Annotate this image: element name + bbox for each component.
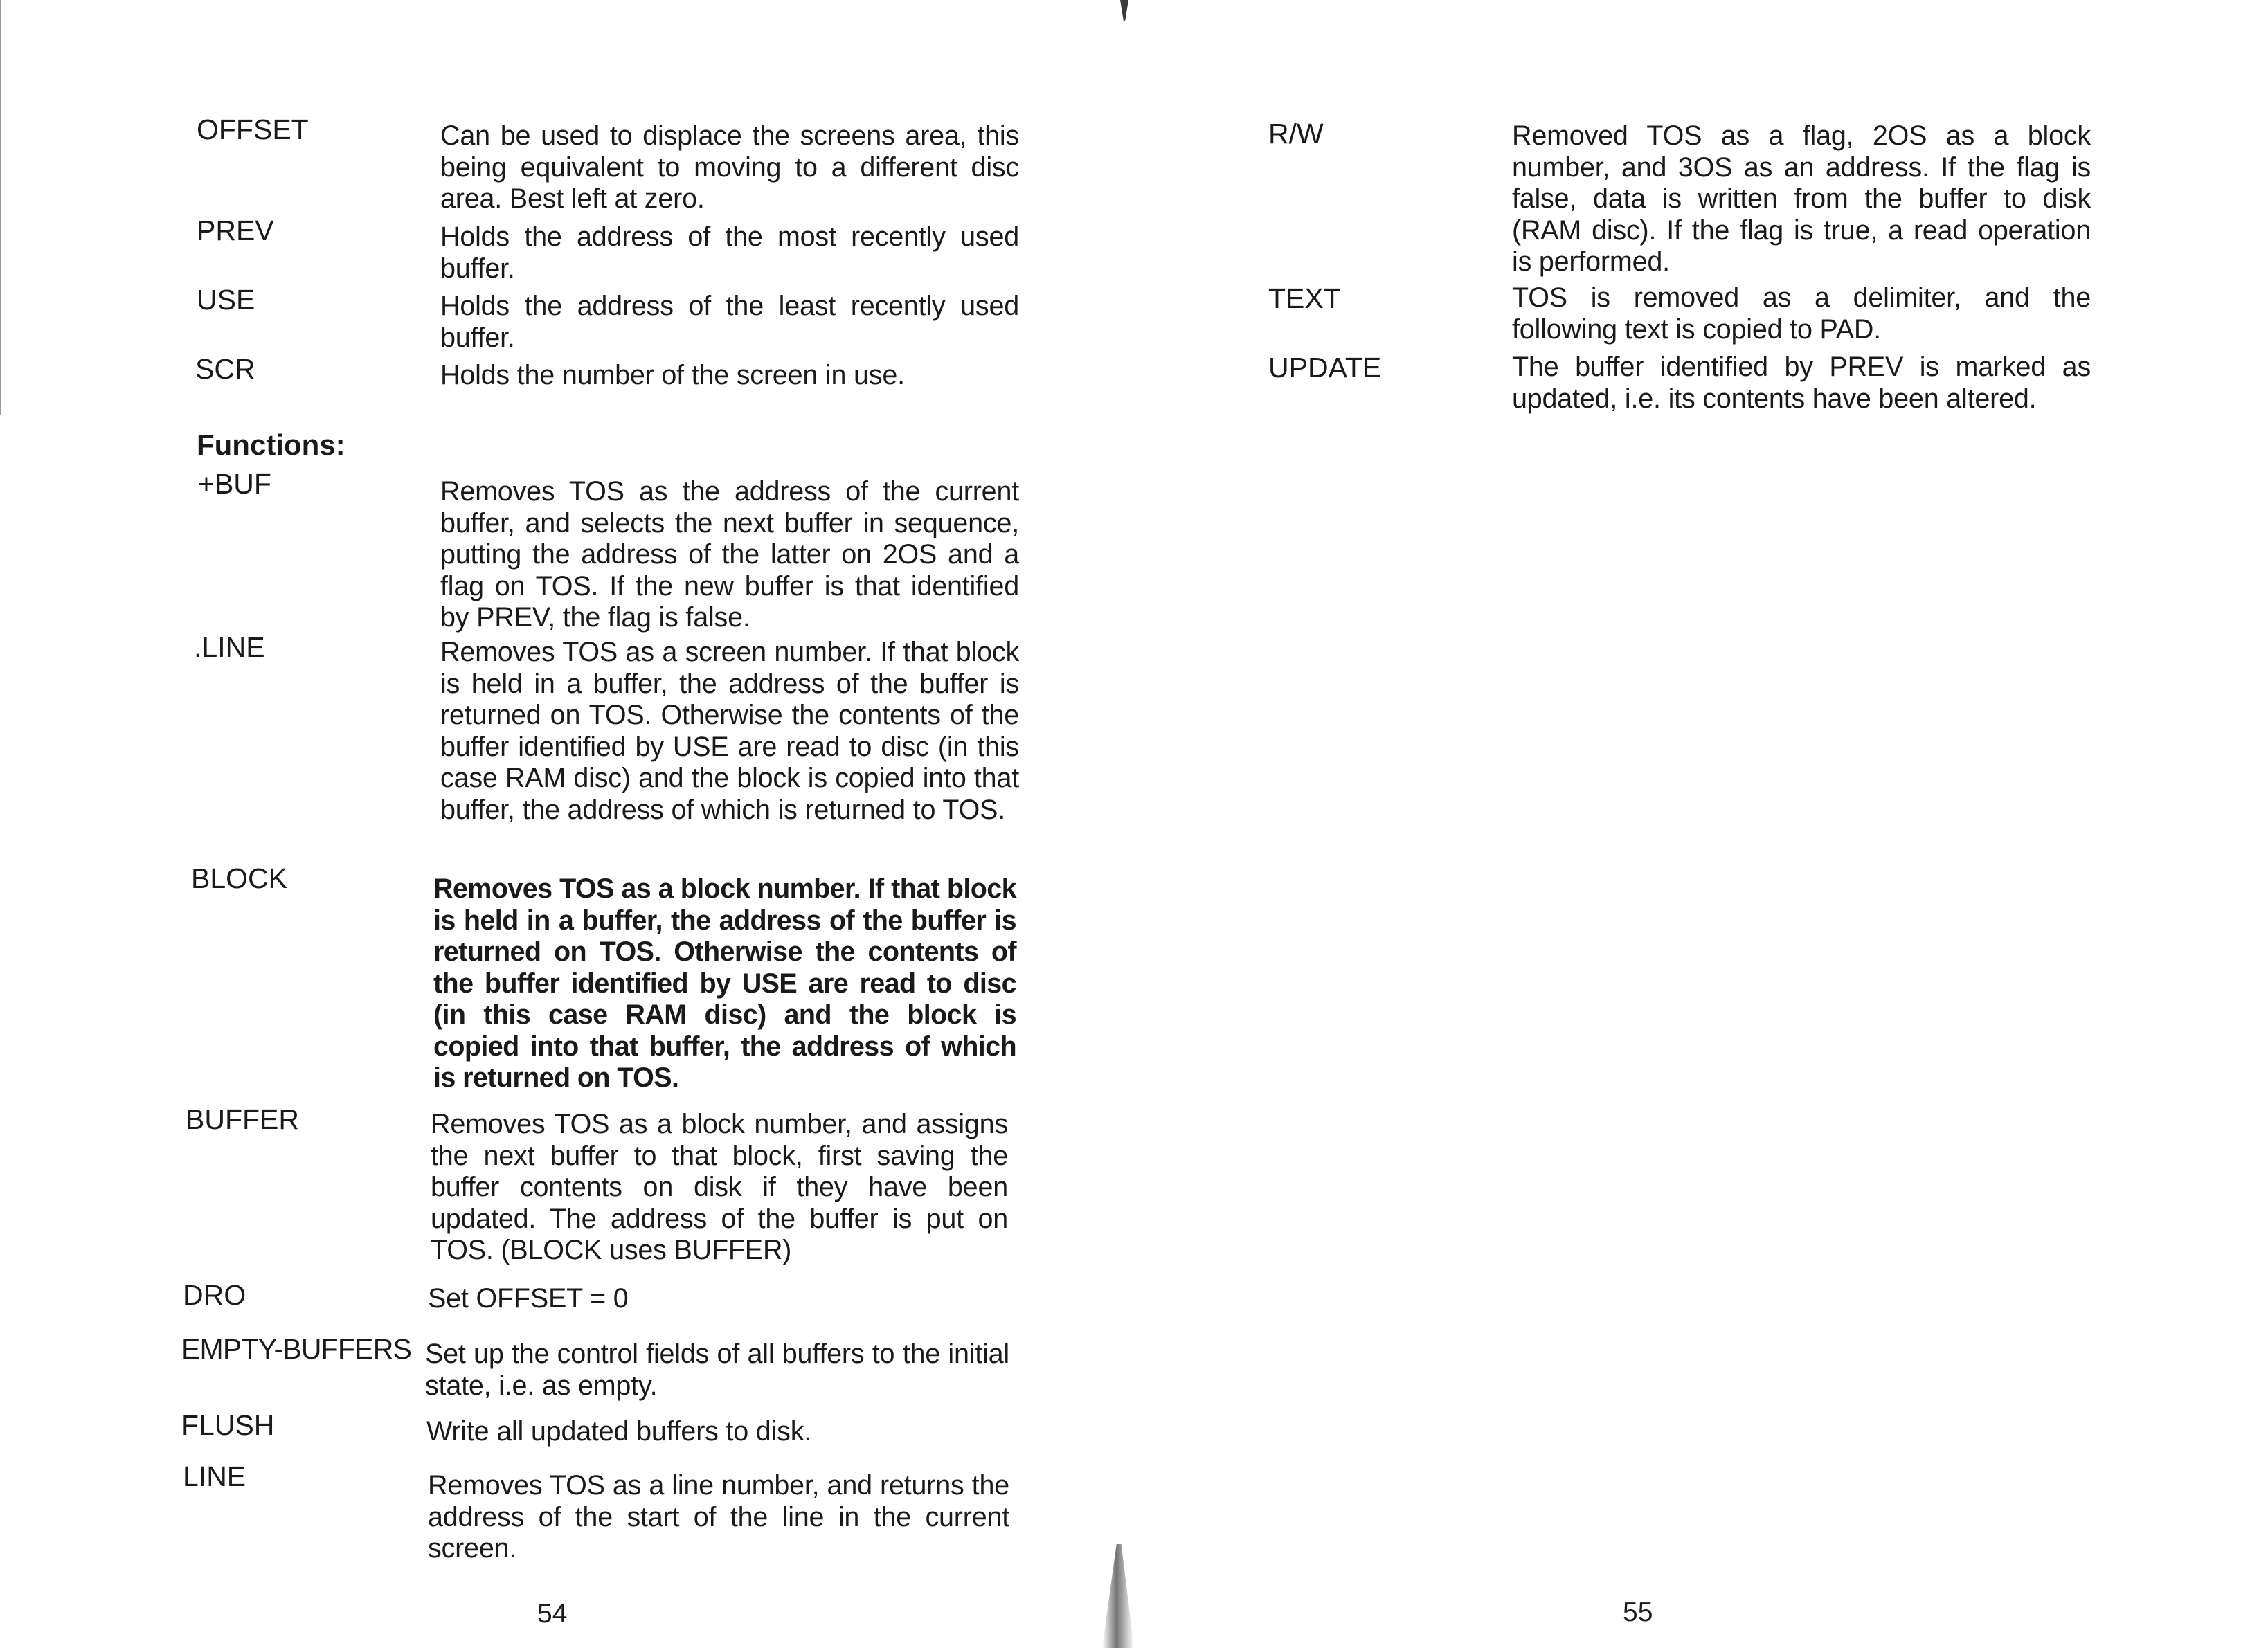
term-offset: OFFSET	[197, 114, 309, 145]
term-plus-buf: +BUF	[198, 468, 271, 500]
term-dot-line: .LINE	[194, 631, 265, 663]
desc-scr: Holds the number of the screen in use.	[440, 360, 905, 390]
desc-update: The buffer identified by PREV is marked as updated, i.e. its contents have been altered.	[1512, 352, 2091, 414]
desc-empty-buffers: Set up the control fields of all buffers to the initial state, i.e. as empty.	[425, 1339, 1009, 1401]
desc-offset: Can be used to displace the screens area, this being equivalent to moving to a different disc area. Best left at zero.	[440, 120, 1019, 214]
desc-dot-line: Removes TOS as a screen number. If that block is held in a buffer, the address of the buffer is returned on TOS. Otherwise the contents of the buffer identified by USE are read to disc (in this case RAM disc) and the block is copied into that buffer, the address of which is returned to TOS.	[440, 637, 1019, 825]
desc-block: Removes TOS as a block number. If that block is held in a buffer, the address of the buffer is returned on TOS. Otherwise the contents of the buffer identified by USE are read to disc (in this case RAM disc) and the block is copied into that buffer, the address of which is returned on TOS.	[433, 873, 1016, 1093]
term-update: UPDATE	[1268, 352, 1382, 383]
desc-line: Removes TOS as a line number, and returns the address of the start of the line in the current screen.	[428, 1470, 1009, 1564]
right-page	[1122, 0, 2268, 1648]
left-page	[0, 0, 1122, 1648]
page-number-54: 54	[537, 1599, 568, 1629]
desc-dro: Set OFFSET = 0	[428, 1283, 629, 1314]
term-empty-buffers: EMPTY-BUFFERS	[181, 1333, 412, 1365]
desc-flush: Write all updated buffers to disk.	[426, 1416, 812, 1447]
desc-prev: Holds the address of the most recently used buffer.	[440, 221, 1019, 284]
term-prev: PREV	[197, 215, 274, 246]
desc-r-w: Removed TOS as a flag, 2OS as a block number, and 3OS as an address. If the flag is false, data is written from the buffer to disk (RAM disc). If the flag is true, a read operation is performed.	[1512, 120, 2091, 277]
term-scr: SCR	[195, 353, 255, 385]
term-buffer: BUFFER	[186, 1103, 299, 1135]
term-r-w: R/W	[1268, 118, 1324, 150]
desc-text: TOS is removed as a delimiter, and the following text is copied to PAD.	[1512, 282, 2091, 345]
term-use: USE	[197, 284, 255, 316]
desc-use: Holds the address of the least recently used buffer.	[440, 291, 1019, 353]
term-block: BLOCK	[191, 862, 287, 894]
term-flush: FLUSH	[181, 1409, 275, 1441]
desc-plus-buf: Removes TOS as the address of the current buffer, and selects the next buffer in sequence, putting the address of the latter on 2OS and a flag on TOS. If the new buffer is that identified by PREV, the flag is false.	[440, 476, 1019, 633]
term-text: TEXT	[1268, 282, 1341, 314]
page-number-55: 55	[1623, 1597, 1653, 1627]
desc-buffer: Removes TOS as a block number, and assigns the next buffer to that block, first saving the buffer contents on disk if they have been updated. The address of the buffer is put on TOS. (BLOCK uses BUFFER)	[431, 1109, 1008, 1265]
functions-heading: Functions:	[197, 428, 345, 461]
term-line: LINE	[183, 1460, 246, 1492]
term-dro: DRO	[183, 1279, 246, 1311]
